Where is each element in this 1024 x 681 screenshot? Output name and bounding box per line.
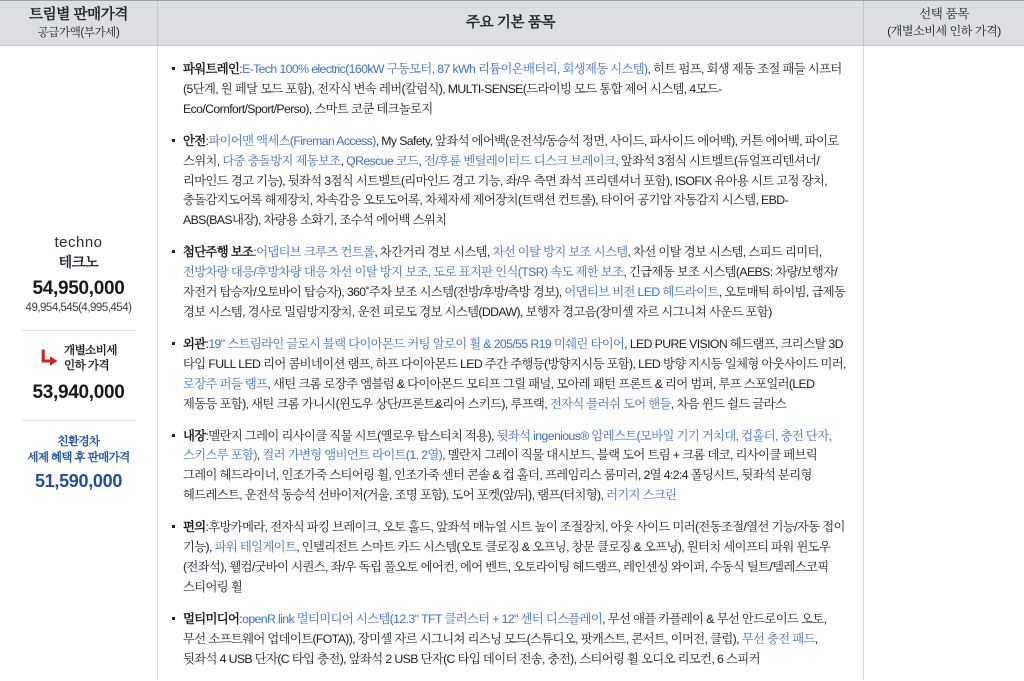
feature-part: , LED PURE VISION 헤드램프, 크리스탈 3D 타입 FULL LED 리어 콤비네이션 램프, 하프 다이아몬드 LED 주간 주행등(방향지시등 포함), LED 방향 지시등 일체형 아웃사이드 미러, bbox=[183, 336, 846, 371]
feature-category: 파워트레인 bbox=[183, 62, 240, 76]
bullet-icon bbox=[172, 132, 183, 232]
feature-part: 멜란지 그레이 리사이클 직물 시트(옐로우 탑스티치 적용), bbox=[208, 428, 497, 443]
feature-part: , 앞좌석 3점식 시트벨트(듀얼프리텐셔너/리마인드 경고 기능), 뒷좌석 3점식 시트벨트(리마인드 경고 기능, 좌/우 측면 좌석 프리텐셔너 포함), ISOFIX 유아용 시트 고정 장치, 충돌감지도어록 해제장치, 차속감응 오토도어록, 차체자세 제어장치(트랙션 컨트롤), 타이어 공기압 자동감지 시스템, EBD-ABS(BAS내장), 차량용 소화기, 조수석 에어백 스위치 bbox=[183, 153, 827, 228]
discount-label-row bbox=[40, 344, 117, 375]
feature-part-highlighted: 파워 테일게이트 bbox=[214, 540, 297, 555]
price-supply-value: 49,954,545(4,995,454) bbox=[25, 301, 132, 314]
feature-part: , bbox=[340, 153, 347, 168]
header-price-title: 트림별 판매가격 bbox=[29, 6, 128, 23]
feature-text bbox=[183, 427, 847, 507]
feature-part: , My Safety, 앞좌석 에어백(운전석/동승석 정면, 사이드, 파사이드 에어백), 커튼 에어백, 파이로 스위치, bbox=[183, 133, 839, 168]
feature-part-highlighted: QRescue 코드 bbox=[346, 153, 419, 168]
feature-part-highlighted: E-Tech 100% electric(160kW 구동모터, 87 kWh 리튬이온배터리, 회생제동 시스템) bbox=[242, 62, 648, 76]
feature-part: , bbox=[418, 153, 424, 168]
eco-label-line1: 친환경차 bbox=[57, 435, 100, 448]
feature-part: , 뒷좌석 4 USB 단자(C 타입 충전), 앞좌석 2 USB 단자(C 타입 데이터 전송, 충전), 스티어링 휠 오디오 리모컨, 6 스피커 bbox=[183, 631, 818, 666]
header-basic-title: 주요 기본 품목 bbox=[466, 14, 555, 31]
arrow-down-right-icon bbox=[40, 348, 59, 370]
feature-item bbox=[172, 427, 847, 507]
feature-item bbox=[172, 132, 847, 232]
feature-part-highlighted: 19" 스트림라인 글로시 블랙 다이아몬드 커팅 알로이 휠 & 205/55 R19 미쉐린 타이어 bbox=[208, 336, 625, 351]
feature-colon: : bbox=[205, 428, 209, 443]
feature-part: , 새틴 크롬 로장주 엠블럼 & 다이아몬드 모티프 그릴 패널, 모아레 패턴 프론트 & 리어 범퍼, 루프 스포일러(LED 제동등 포함), 새틴 크롬 가니시(윈도우 상단/프론트&리어 스키드), 루프랙, bbox=[183, 376, 815, 411]
header-cell-basic-items bbox=[158, 1, 864, 45]
feature-part: , 긴급제동 보조 시스템(AEBS: 차량/보행자/자전거 탑승자/오토바이 탑승자), 360˚주차 보조 시스템(전방/후방/측방 경보), bbox=[183, 265, 838, 300]
feature-part-highlighted: 뒷좌석 ingenious® 암레스트(모바일 기기 거치대, 컵홀더, 충전 단자, 스키스루 포함) bbox=[183, 428, 832, 463]
feature-text bbox=[183, 335, 847, 415]
table-header-row bbox=[0, 0, 1024, 46]
bullet-icon bbox=[172, 610, 183, 670]
eco-label-line2: 세제 혜택 후 판매가격 bbox=[27, 452, 130, 465]
header-cell-optional-items bbox=[864, 1, 1024, 45]
feature-category: 안전 bbox=[183, 133, 206, 148]
bullet-icon bbox=[172, 427, 183, 507]
bullet-icon bbox=[172, 243, 183, 323]
feature-part-highlighted: 전자식 플러쉬 도어 핸들 bbox=[549, 396, 671, 411]
feature-part-highlighted: 무선 충전 패드 bbox=[741, 631, 815, 646]
feature-part: , bbox=[256, 448, 263, 463]
feature-part-highlighted: 어댑티브 크루즈 컨트롤 bbox=[256, 245, 375, 260]
feature-item bbox=[172, 610, 847, 670]
feature-part: , 차간거리 경보 시스템, bbox=[374, 245, 493, 260]
feature-part-highlighted: 차선 이탈 방지 보조 시스템 bbox=[492, 245, 628, 260]
eco-label bbox=[27, 434, 129, 466]
feature-part-highlighted: 어댑티브 비전 LED 헤드라이트 bbox=[564, 285, 719, 300]
bullet-icon bbox=[172, 518, 183, 598]
feature-item bbox=[172, 60, 847, 120]
feature-text bbox=[183, 243, 847, 323]
feature-category: 첨단주행 보조 bbox=[183, 245, 254, 260]
feature-part: , 인텔리전트 스마트 카드 시스템(오토 클로징 & 오프닝, 창문 클로징 & 오프닝), 원터치 세이프티 파워 윈도우(전좌석), 웰컴/굿바이 시퀀스, 좌/우 독립 풀오토 에어컨, 에어 벤트, 오토라이팅 헤드램프, 레인센싱 와이퍼, 수동식 틸트/텔레스코픽 스티어링 휠 bbox=[183, 540, 831, 594]
feature-part-highlighted: 다중 충돌방지 제동보조 bbox=[222, 153, 341, 168]
feature-part: , 멜란지 그레이 직물 대시보드, 블랙 도어 트림 + 크롬 데코, 리사이클 페브릭 그레이 헤드라이너, 인조가죽 스티어링 휠, 인조가죽 센터 콘솔 & 컵 홀더, 프레임리스 룸미러, 2열 4:2:4 폴딩시트, 뒷좌석 분리형 헤드레스트, 운전석 동승석 선바이저(거울, 조명 포함), 도어 포켓(앞/뒤), 램프(터치형), bbox=[183, 448, 818, 503]
bullet-icon bbox=[172, 60, 183, 120]
feature-colon: : bbox=[205, 520, 209, 535]
feature-colon: : bbox=[253, 245, 257, 260]
trim-name-ko: 테크노 bbox=[58, 253, 99, 270]
feature-part-highlighted: 로장주 퍼들 램프 bbox=[183, 376, 268, 391]
feature-colon: : bbox=[239, 611, 243, 626]
feature-item bbox=[172, 518, 847, 598]
feature-text bbox=[183, 132, 847, 232]
discount-label-line1: 개별소비세 bbox=[63, 344, 118, 357]
feature-part: , 차선 이탈 경보 시스템, 스피드 리미터, bbox=[627, 245, 822, 260]
divider-1 bbox=[22, 330, 136, 331]
feature-colon: : bbox=[205, 336, 209, 351]
feature-part: , 오토매틱 하이빔, 급제동 경보 시스템, 경사로 밀림방지장치, 운전 피로도 경보 시스템(DDAW), 보행자 경고음(장미셸 자르 시그니쳐 사운드 포함) bbox=[183, 285, 846, 319]
trim-name-en: techno bbox=[54, 233, 103, 251]
feature-category: 외관 bbox=[183, 336, 206, 351]
optional-items-cell bbox=[864, 46, 1024, 680]
feature-text bbox=[183, 518, 847, 598]
feature-part-highlighted: 파이어맨 액세스(Fireman Access) bbox=[208, 133, 376, 148]
table-body-row bbox=[0, 46, 1024, 680]
feature-item bbox=[172, 335, 847, 415]
feature-colon: : bbox=[205, 133, 209, 148]
feature-part-highlighted: openR link 멀티미디어 시스템(12.3" TFT 클러스터 + 12" 센터 디스플레이 bbox=[242, 611, 603, 626]
feature-part: , 히트 펌프, 회생 제동 조절 패들 시프터(5단계, 원 페달 모드 포함), 전자식 변속 레버(칼럼식), MULTI-SENSE(드라이빙 모드 통합 제어 시스템, 4모드-Eco/Comfort/Sport/Perso), 스마트 코쿤 테크놀로지 bbox=[183, 62, 842, 116]
feature-part: , 무선 애플 카플레이 & 무선 안드로이드 오토, 무선 소프트웨어 업데이트(FOTA)), 장미셸 자르 시그니쳐 리스닝 모드(스튜디오, 팟캐스트, 콘서트, 이머전, 클럽), bbox=[183, 611, 827, 646]
feature-part: , 차음 윈드 쉴드 글라스 bbox=[670, 396, 787, 411]
price-cell bbox=[0, 46, 158, 680]
header-cell-price bbox=[0, 1, 158, 45]
discount-label-line2: 인하 가격 bbox=[63, 360, 110, 373]
feature-part: 후방카메라, 전자식 파킹 브레이크, 오토 홀드, 앞좌석 매뉴얼 시트 높이 조절장치, 아웃 사이드 미러(전동조절/열선 기능/자동 접이 기능), bbox=[183, 520, 845, 555]
feature-list bbox=[172, 60, 847, 669]
eco-price-value: 51,590,000 bbox=[34, 471, 123, 492]
basic-items-cell bbox=[158, 46, 864, 680]
feature-item bbox=[172, 243, 847, 323]
bullet-icon bbox=[172, 335, 183, 415]
feature-category: 멀티미디어 bbox=[183, 611, 240, 626]
feature-part-highlighted: 전방차량 대응/후방차량 대응 차선 이탈 방지 보조, 도로 표지판 인식(TSR) 속도 제한 보조 bbox=[183, 265, 624, 280]
price-main-value: 54,950,000 bbox=[32, 277, 125, 299]
discount-price-value: 53,940,000 bbox=[32, 381, 125, 403]
feature-category: 내장 bbox=[183, 428, 206, 443]
header-price-subtitle: 공급가액(부가세) bbox=[37, 26, 120, 39]
feature-colon: : bbox=[239, 62, 243, 76]
feature-text bbox=[183, 60, 847, 120]
feature-text bbox=[183, 610, 847, 670]
divider-2 bbox=[22, 420, 136, 421]
discount-label bbox=[64, 344, 117, 375]
feature-part-highlighted: 컬러 가변형 앰비언트 라이트(1, 2열) bbox=[262, 448, 443, 463]
feature-part-highlighted: 러기지 스크린 bbox=[606, 488, 677, 503]
header-option-title: 선택 품목 bbox=[919, 6, 969, 21]
feature-part-highlighted: 전/후륜 벤틸레이티드 디스크 브레이크 bbox=[423, 153, 616, 168]
feature-category: 편의 bbox=[183, 520, 206, 535]
header-option-subtitle: (개별소비세 인하 가격) bbox=[887, 24, 1001, 39]
